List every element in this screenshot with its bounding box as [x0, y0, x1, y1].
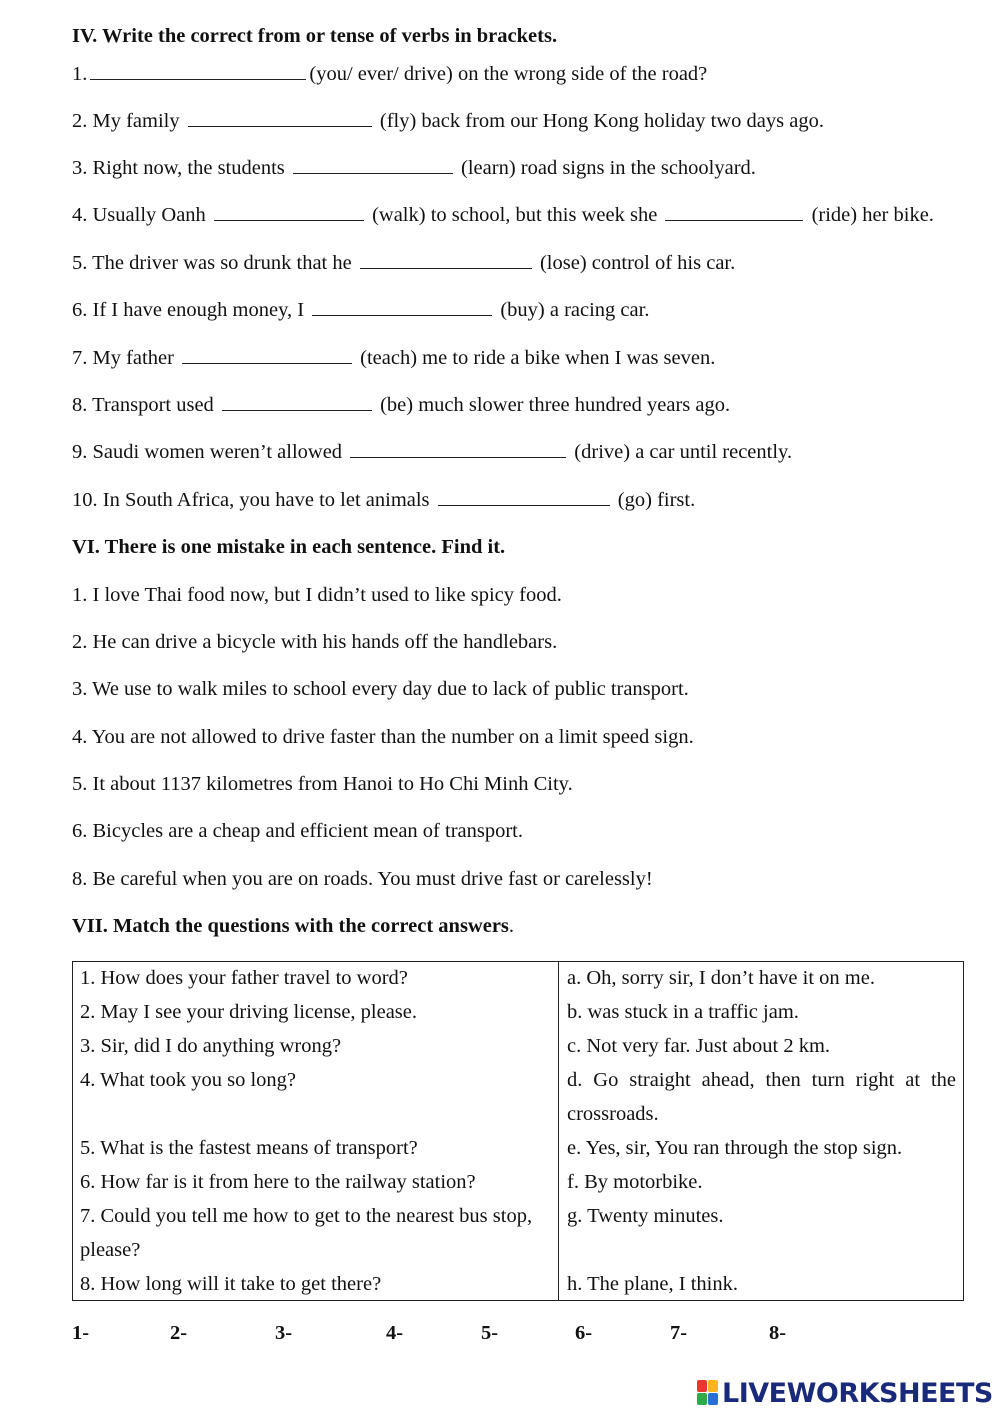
item-text: 2. My family [72, 110, 180, 132]
answer-blank[interactable] [182, 347, 352, 364]
answer-slots [0, 1322, 1000, 1352]
mistake-sentence-4[interactable]: 4. You are not allowed to drive faster than the number on a limit speed sign. [72, 726, 694, 748]
question-cell: 5. What is the fastest means of transport? [72, 1131, 559, 1165]
answer-blank[interactable] [350, 441, 566, 458]
logo-text: LIVEWORKSHEETS [722, 1377, 993, 1409]
table-row [72, 995, 964, 1029]
question-cell: 1. How does your father travel to word? [72, 961, 559, 995]
answer-blank[interactable] [222, 394, 372, 411]
answer-blank[interactable] [312, 299, 492, 316]
item-text: 8. Transport used [72, 394, 214, 416]
exercise-4-item-5 [72, 252, 735, 275]
answer-slot-4[interactable]: 4- [386, 1322, 404, 1344]
item-text: 4. Usually Oanh [72, 204, 206, 226]
exercise-4-item-7 [72, 347, 715, 370]
exercise-4-item-4 [72, 204, 934, 227]
item-text: (go) first. [617, 489, 696, 511]
answer-cell: c. Not very far. Just about 2 km. [567, 1035, 831, 1057]
question-cell: 2. May I see your driving license, please. [72, 995, 559, 1029]
item-text: 7. My father [72, 347, 174, 369]
item-text: 9. Saudi women weren’t allowed [72, 441, 343, 463]
mistake-sentence-1[interactable]: 1. I love Thai food now, but I didn’t used to like spicy food. [72, 584, 562, 606]
item-text: (be) much slower three hundred years ago. [380, 394, 731, 416]
answer-cell: h. The plane, I think. [567, 1273, 738, 1295]
mistake-sentence-5[interactable]: 5. It about 1137 kilometres from Hanoi to Ho Chi Minh City. [72, 773, 573, 795]
answer-blank[interactable] [438, 489, 610, 506]
liveworksheets-logo-icon [697, 1380, 719, 1406]
exercise-4-item-2 [72, 110, 824, 133]
answer-blank[interactable] [188, 110, 372, 127]
item-text: (walk) to school, but this week she [372, 204, 658, 226]
item-text: (ride) her bike. [811, 204, 934, 226]
answer-slot-6[interactable]: 6- [575, 1322, 593, 1344]
answer-cell: g. Twenty minutes. [567, 1205, 724, 1227]
item-text: (buy) a racing car. [500, 299, 650, 321]
table-row [72, 1165, 964, 1199]
item-text: 10. In South Africa, you have to let animals [72, 489, 430, 511]
answer-cell: a. Oh, sorry sir, I don’t have it on me. [567, 967, 875, 989]
exercise-4-item-10 [72, 489, 695, 512]
table-row [72, 1029, 964, 1063]
answer-slot-1[interactable]: 1- [72, 1322, 90, 1344]
item-text: (fly) back from our Hong Kong holiday two days ago. [379, 110, 824, 132]
section-7-title-text: VII. Match the questions with the correct answers [72, 915, 509, 937]
item-text: (drive) a car until recently. [574, 441, 793, 463]
item-text: 3. Right now, the students [72, 157, 285, 179]
section-7-title [72, 915, 514, 938]
item-text: 1. [72, 63, 88, 85]
answer-cell: b. was stuck in a traffic jam. [567, 1001, 799, 1023]
exercise-4-item-6 [72, 299, 649, 322]
exercise-4-item-3 [72, 157, 756, 180]
item-text: (lose) control of his car. [539, 252, 736, 274]
question-cell: 8. How long will it take to get there? [72, 1267, 559, 1301]
item-text: 6. If I have enough money, I [72, 299, 305, 321]
answer-slot-2[interactable]: 2- [170, 1322, 188, 1344]
answer-cell: d. Go straight ahead, then turn right at the crossroads. [567, 1069, 956, 1125]
mistake-sentence-6[interactable]: 6. Bicycles are a cheap and efficient mean of transport. [72, 820, 523, 842]
answer-blank[interactable] [293, 157, 453, 174]
mistake-sentence-2[interactable]: 2. He can drive a bicycle with his hands off the handlebars. [72, 631, 558, 653]
exercise-4-item-9 [72, 441, 792, 464]
mistake-sentence-3[interactable]: 3. We use to walk miles to school every day due to lack of public transport. [72, 678, 689, 700]
answer-blank[interactable] [665, 204, 803, 221]
answer-blank[interactable] [360, 252, 532, 269]
question-cell: 6. How far is it from here to the railway station? [72, 1165, 559, 1199]
answer-slot-7[interactable]: 7- [670, 1322, 688, 1344]
table-row [72, 1267, 964, 1301]
exercise-4-item-1 [72, 63, 707, 86]
answer-blank[interactable] [90, 63, 306, 80]
section-4-title: IV. Write the correct from or tense of verbs in brackets. [72, 25, 558, 47]
answer-slot-5[interactable]: 5- [481, 1322, 499, 1344]
answer-slot-8[interactable]: 8- [769, 1322, 787, 1344]
answer-cell: f. By motorbike. [567, 1171, 703, 1193]
table-row [72, 961, 964, 995]
matching-table [72, 961, 964, 1301]
section-6-title: VI. There is one mistake in each sentence. Find it. [72, 536, 506, 558]
mistake-sentence-8[interactable]: 8. Be careful when you are on roads. You must drive fast or carelessly! [72, 868, 653, 890]
question-cell: 7. Could you tell me how to get to the nearest bus stop, please? [72, 1199, 559, 1267]
item-text: (teach) me to ride a bike when I was seven. [360, 347, 716, 369]
question-cell: 4. What took you so long? [72, 1063, 559, 1131]
item-text: (learn) road signs in the schoolyard. [461, 157, 756, 179]
item-text: 5. The driver was so drunk that he [72, 252, 352, 274]
answer-blank[interactable] [214, 204, 364, 221]
table-row [72, 1063, 964, 1131]
section-7-title-period: . [508, 915, 515, 937]
table-row [72, 1199, 964, 1267]
answer-slot-3[interactable]: 3- [275, 1322, 293, 1344]
exercise-4-item-8 [72, 394, 730, 417]
liveworksheets-logo [697, 1378, 993, 1408]
table-row [72, 1131, 964, 1165]
answer-cell: e. Yes, sir, You ran through the stop sign. [567, 1137, 903, 1159]
question-cell: 3. Sir, did I do anything wrong? [72, 1029, 559, 1063]
item-text: (you/ ever/ drive) on the wrong side of the road? [309, 63, 708, 85]
